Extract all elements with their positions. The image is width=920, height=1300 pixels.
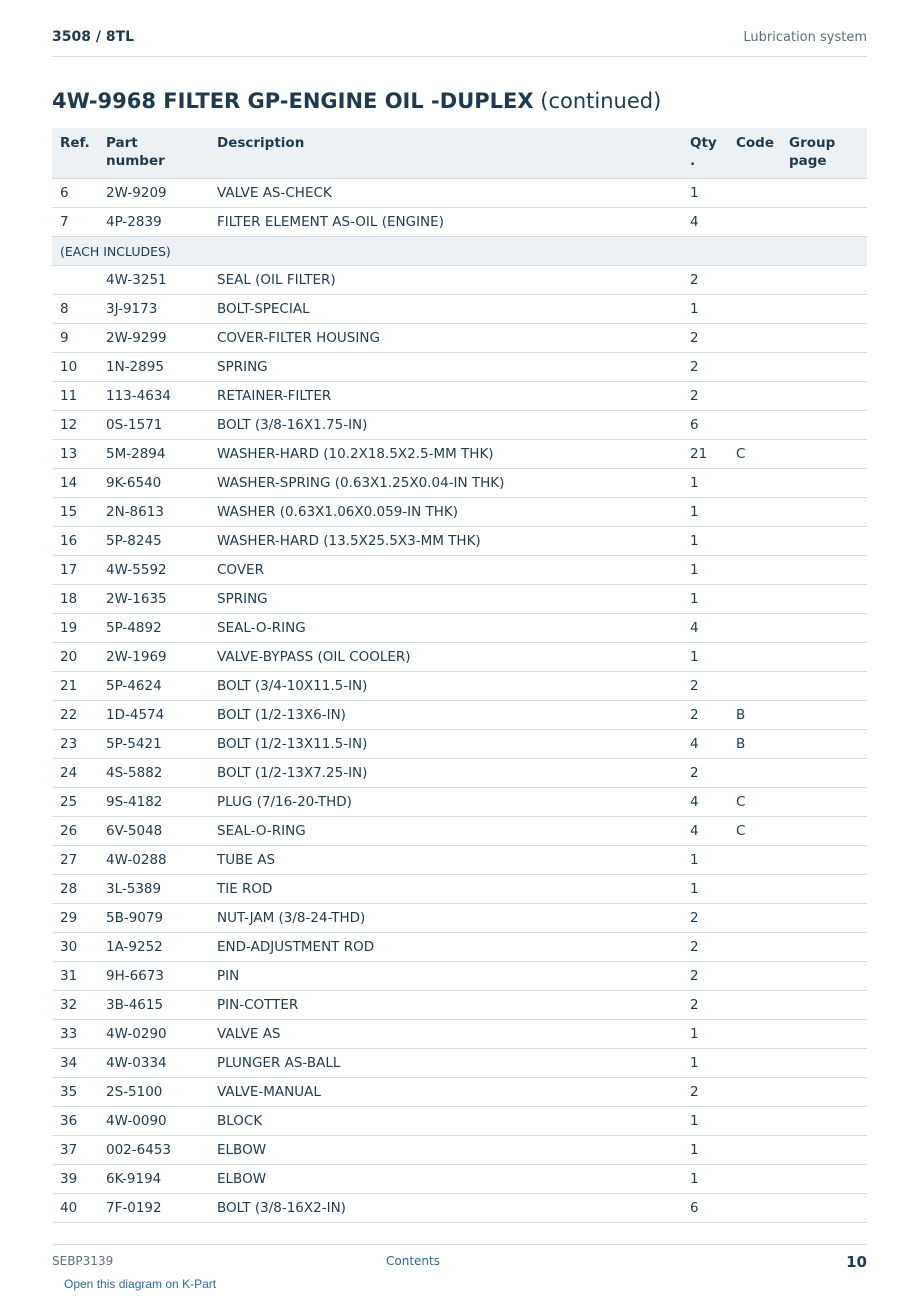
group-page-cell [781,179,867,208]
description-cell: BOLT (1/2-13X11.5-IN) [209,730,682,759]
kpart-link[interactable]: Open this diagram on K-Part [64,1277,217,1291]
code-cell [728,1136,781,1165]
contents-link[interactable]: Contents [386,1254,440,1268]
ref-cell: 8 [52,295,98,324]
table-row [52,179,867,208]
code-cell [728,353,781,382]
qty-cell: 2 [682,1078,728,1107]
part-number-cell: 2S-5100 [98,1078,209,1107]
qty-cell: 2 [682,382,728,411]
table-row [52,1049,867,1078]
ref-cell: 16 [52,527,98,556]
description-cell: SEAL-O-RING [209,614,682,643]
col-header-part-number: Part number [98,128,209,179]
group-page-cell [781,1107,867,1136]
description-cell: SPRING [209,353,682,382]
ref-cell: 13 [52,440,98,469]
part-number-cell: 3L-5389 [98,875,209,904]
code-cell [728,1049,781,1078]
group-page-cell [781,266,867,295]
table-row [52,1136,867,1165]
code-cell [728,324,781,353]
title-suffix: (continued) [540,89,662,113]
page-title [52,89,661,113]
code-cell [728,527,781,556]
group-page-cell [781,382,867,411]
code-cell [728,498,781,527]
ref-cell: 22 [52,701,98,730]
qty-cell: 4 [682,788,728,817]
ref-cell: 6 [52,179,98,208]
ref-cell: 39 [52,1165,98,1194]
description-cell: FILTER ELEMENT AS-OIL (ENGINE) [209,208,682,237]
description-cell: BOLT-SPECIAL [209,295,682,324]
qty-cell: 1 [682,498,728,527]
qty-cell: 2 [682,672,728,701]
group-page-cell [781,759,867,788]
ref-cell: 33 [52,1020,98,1049]
table-row [52,556,867,585]
ref-cell: 28 [52,875,98,904]
code-cell [728,556,781,585]
table-row [52,643,867,672]
table-note-row [52,237,867,266]
page-footer [52,1244,867,1275]
code-cell [728,672,781,701]
table-row [52,382,867,411]
table-row [52,440,867,469]
qty-cell: 1 [682,527,728,556]
description-cell: VALVE-MANUAL [209,1078,682,1107]
section-label: Lubrication system [743,30,867,45]
description-cell: WASHER-HARD (13.5X25.5X3-MM THK) [209,527,682,556]
qty-cell: 6 [682,1194,728,1223]
code-cell [728,1020,781,1049]
description-cell: BOLT (3/8-16X2-IN) [209,1194,682,1223]
table-row [52,788,867,817]
description-cell: BOLT (1/2-13X6-IN) [209,701,682,730]
qty-cell: 1 [682,1165,728,1194]
table-row [52,1194,867,1223]
part-number-cell: 3J-9173 [98,295,209,324]
ref-cell: 15 [52,498,98,527]
part-number-cell: 113-4634 [98,382,209,411]
qty-cell: 1 [682,846,728,875]
table-row [52,759,867,788]
group-page-cell [781,701,867,730]
part-number-cell: 6K-9194 [98,1165,209,1194]
group-page-cell [781,295,867,324]
code-cell: C [728,817,781,846]
description-cell: PIN-COTTER [209,991,682,1020]
code-cell: C [728,440,781,469]
qty-cell: 4 [682,208,728,237]
code-cell [728,1194,781,1223]
part-number-cell: 2W-1969 [98,643,209,672]
code-cell [728,295,781,324]
group-page-cell [781,585,867,614]
qty-cell: 1 [682,295,728,324]
col-header-code: Code [728,128,781,179]
part-number-cell: 9S-4182 [98,788,209,817]
code-cell [728,904,781,933]
group-page-cell [781,1020,867,1049]
part-number-cell: 2W-9299 [98,324,209,353]
code-cell [728,933,781,962]
part-number-cell: 9K-6540 [98,469,209,498]
group-page-cell [781,1165,867,1194]
table-row [52,324,867,353]
description-cell: SEAL (OIL FILTER) [209,266,682,295]
ref-cell: 20 [52,643,98,672]
code-cell [728,208,781,237]
qty-cell: 1 [682,875,728,904]
group-page-cell [781,904,867,933]
note-text: (EACH INCLUDES) [52,237,867,266]
table-row [52,846,867,875]
qty-cell: 2 [682,266,728,295]
group-page-cell [781,469,867,498]
table-header [52,128,867,179]
qty-cell: 4 [682,817,728,846]
table-row [52,353,867,382]
col-header-ref: Ref. [52,128,98,179]
code-cell [728,1165,781,1194]
part-number-cell: 4W-3251 [98,266,209,295]
table-row [52,411,867,440]
ref-cell: 34 [52,1049,98,1078]
code-cell [728,962,781,991]
table-row [52,672,867,701]
description-cell: COVER [209,556,682,585]
ref-cell: 24 [52,759,98,788]
group-page-cell [781,817,867,846]
table-row [52,904,867,933]
qty-cell: 1 [682,585,728,614]
qty-cell: 1 [682,1136,728,1165]
part-number-cell: 4S-5882 [98,759,209,788]
table-row [52,962,867,991]
description-cell: RETAINER-FILTER [209,382,682,411]
qty-cell: 1 [682,1020,728,1049]
document-id: SEBP3139 [52,1254,114,1268]
part-number-cell: 4P-2839 [98,208,209,237]
table-row [52,295,867,324]
part-number-cell: 0S-1571 [98,411,209,440]
qty-cell: 1 [682,643,728,672]
title-main: 4W-9968 FILTER GP-ENGINE OIL -DUPLEX [52,89,534,113]
ref-cell: 35 [52,1078,98,1107]
ref-cell: 25 [52,788,98,817]
part-number-cell: 4W-5592 [98,556,209,585]
group-page-cell [781,440,867,469]
description-cell: BOLT (3/8-16X1.75-IN) [209,411,682,440]
qty-cell: 2 [682,759,728,788]
group-page-cell [781,846,867,875]
description-cell: VALVE AS [209,1020,682,1049]
group-page-cell [781,324,867,353]
col-header-group-page: Group page [781,128,867,179]
code-cell [728,614,781,643]
page-number: 10 [846,1253,867,1271]
part-number-cell: 5P-8245 [98,527,209,556]
part-number-cell: 5B-9079 [98,904,209,933]
ref-cell: 23 [52,730,98,759]
qty-cell: 1 [682,179,728,208]
group-page-cell [781,991,867,1020]
ref-cell: 37 [52,1136,98,1165]
parts-table [52,128,867,1223]
table-row [52,817,867,846]
qty-cell: 2 [682,991,728,1020]
ref-cell: 17 [52,556,98,585]
description-cell: END-ADJUSTMENT ROD [209,933,682,962]
ref-cell: 10 [52,353,98,382]
ref-cell: 18 [52,585,98,614]
code-cell [728,411,781,440]
table-row [52,875,867,904]
description-cell: WASHER-SPRING (0.63X1.25X0.04-IN THK) [209,469,682,498]
description-cell: WASHER (0.63X1.06X0.059-IN THK) [209,498,682,527]
qty-cell: 1 [682,1107,728,1136]
code-cell [728,585,781,614]
description-cell: COVER-FILTER HOUSING [209,324,682,353]
table-row [52,933,867,962]
part-number-cell: 1N-2895 [98,353,209,382]
group-page-cell [781,643,867,672]
code-cell [728,1078,781,1107]
model-label: 3508 / 8TL [52,29,135,45]
code-cell: C [728,788,781,817]
ref-cell: 26 [52,817,98,846]
ref-cell: 7 [52,208,98,237]
group-page-cell [781,556,867,585]
code-cell: B [728,701,781,730]
group-page-cell [781,1136,867,1165]
part-number-cell: 4W-0288 [98,846,209,875]
qty-cell: 1 [682,1049,728,1078]
table-row [52,701,867,730]
part-number-cell: 4W-0290 [98,1020,209,1049]
qty-cell: 6 [682,411,728,440]
table-row [52,208,867,237]
table-row [52,614,867,643]
description-cell: PLUG (7/16-20-THD) [209,788,682,817]
group-page-cell [781,672,867,701]
ref-cell: 31 [52,962,98,991]
group-page-cell [781,527,867,556]
ref-cell: 27 [52,846,98,875]
description-cell: NUT-JAM (3/8-24-THD) [209,904,682,933]
group-page-cell [781,411,867,440]
part-number-cell: 2W-9209 [98,179,209,208]
qty-cell: 2 [682,353,728,382]
group-page-cell [781,788,867,817]
part-number-cell: 1D-4574 [98,701,209,730]
part-number-cell: 4W-0334 [98,1049,209,1078]
table-row [52,585,867,614]
group-page-cell [781,1194,867,1223]
ref-cell: 30 [52,933,98,962]
table-row [52,1107,867,1136]
description-cell: SEAL-O-RING [209,817,682,846]
group-page-cell [781,498,867,527]
description-cell: PLUNGER AS-BALL [209,1049,682,1078]
code-cell [728,266,781,295]
table-row [52,266,867,295]
table-body [52,179,867,1223]
part-number-cell: 5M-2894 [98,440,209,469]
part-number-cell: 2N-8613 [98,498,209,527]
qty-cell: 2 [682,701,728,730]
part-number-cell: 5P-4892 [98,614,209,643]
code-cell [728,643,781,672]
ref-cell: 12 [52,411,98,440]
part-number-cell: 5P-4624 [98,672,209,701]
table-row [52,991,867,1020]
group-page-cell [781,614,867,643]
table-row [52,498,867,527]
part-number-cell: 7F-0192 [98,1194,209,1223]
ref-cell: 29 [52,904,98,933]
part-number-cell: 3B-4615 [98,991,209,1020]
description-cell: BOLT (3/4-10X11.5-IN) [209,672,682,701]
part-number-cell: 4W-0090 [98,1107,209,1136]
group-page-cell [781,933,867,962]
qty-cell: 2 [682,324,728,353]
qty-cell: 1 [682,556,728,585]
part-number-cell: 5P-5421 [98,730,209,759]
code-cell: B [728,730,781,759]
code-cell [728,179,781,208]
qty-cell: 2 [682,933,728,962]
group-page-cell [781,962,867,991]
code-cell [728,846,781,875]
part-number-cell: 002-6453 [98,1136,209,1165]
ref-cell [52,266,98,295]
description-cell: TUBE AS [209,846,682,875]
qty-cell: 1 [682,469,728,498]
table-row [52,1020,867,1049]
ref-cell: 40 [52,1194,98,1223]
description-cell: BOLT (1/2-13X7.25-IN) [209,759,682,788]
page-header [52,28,867,57]
group-page-cell [781,1049,867,1078]
qty-cell: 2 [682,962,728,991]
group-page-cell [781,875,867,904]
group-page-cell [781,1078,867,1107]
ref-cell: 21 [52,672,98,701]
group-page-cell [781,208,867,237]
group-page-cell [781,353,867,382]
description-cell: VALVE-BYPASS (OIL COOLER) [209,643,682,672]
part-number-cell: 6V-5048 [98,817,209,846]
description-cell: PIN [209,962,682,991]
col-header-description: Description [209,128,682,179]
ref-cell: 9 [52,324,98,353]
description-cell: VALVE AS-CHECK [209,179,682,208]
part-number-cell: 2W-1635 [98,585,209,614]
code-cell [728,1107,781,1136]
code-cell [728,469,781,498]
qty-cell: 4 [682,730,728,759]
table-row [52,527,867,556]
qty-cell: 21 [682,440,728,469]
ref-cell: 32 [52,991,98,1020]
description-cell: WASHER-HARD (10.2X18.5X2.5-MM THK) [209,440,682,469]
description-cell: BLOCK [209,1107,682,1136]
description-cell: SPRING [209,585,682,614]
description-cell: ELBOW [209,1165,682,1194]
code-cell [728,991,781,1020]
ref-cell: 11 [52,382,98,411]
description-cell: ELBOW [209,1136,682,1165]
part-number-cell: 9H-6673 [98,962,209,991]
group-page-cell [781,730,867,759]
code-cell [728,382,781,411]
description-cell: TIE ROD [209,875,682,904]
qty-cell: 4 [682,614,728,643]
table-row [52,1165,867,1194]
code-cell [728,759,781,788]
qty-cell: 2 [682,904,728,933]
part-number-cell: 1A-9252 [98,933,209,962]
ref-cell: 19 [52,614,98,643]
code-cell [728,875,781,904]
col-header-qty: Qty . [682,128,728,179]
ref-cell: 14 [52,469,98,498]
table-row [52,1078,867,1107]
table-row [52,469,867,498]
ref-cell: 36 [52,1107,98,1136]
table-row [52,730,867,759]
